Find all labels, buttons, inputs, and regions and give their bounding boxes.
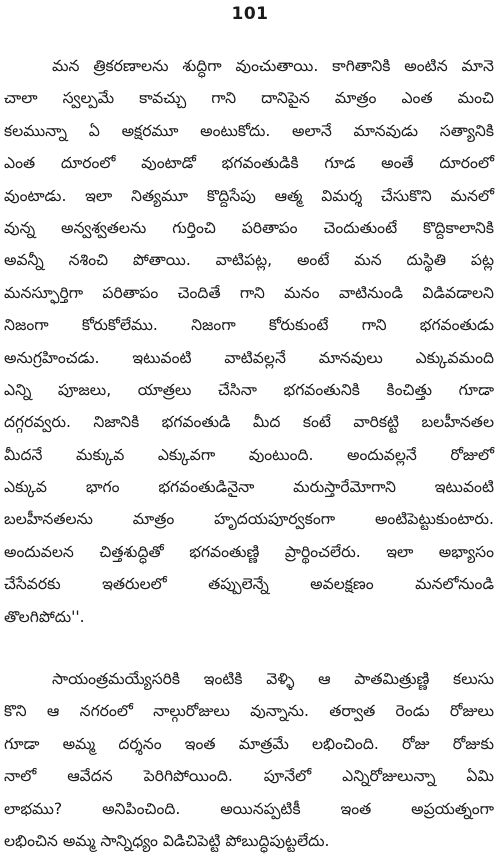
- text-line: ఎంత దూరంలో వుంటాడో భగవంతుడికి గూడ అంతే దూరంలో: [4, 154, 494, 173]
- text-line: సాయంత్రమయ్యేసరికి ఇంటికి వెళ్ళి ఆ పాతమిత్రుణ్ణి కలుసు: [52, 670, 494, 689]
- body-text: [0, 50, 500, 857]
- text-line: తొలగిపోదు''.: [4, 607, 85, 626]
- text-line: ఎక్కువ భాగం భగవంతుడినైనా మరుస్తారేమోగాని ఇటువంటి: [4, 478, 494, 497]
- text-line: కొని ఆ నగరంలో నాల్గురోజులు వున్నాను. తర్వాత రెండు రోజులు: [4, 702, 494, 721]
- text-line: వుంటాడు. ఇలా నిత్యమూ కొద్దిసేపు ఆత్మ విమర్శ చేసుకొని మనలో: [4, 186, 494, 205]
- text-line: మన త్రికరణాలను శుద్ధిగా వుంచుతాయి. కాగితానికి అంటిన మానె: [52, 57, 494, 75]
- text-line: అవన్నీ నశించి పోతాయి. వాటిపట్ల, అంటే మన దుస్థితి పట్ల: [4, 251, 494, 270]
- text-line: మీదనే మక్కువ ఎక్కువగా వుంటుంది. అందువల్లనే రోజులో: [4, 445, 494, 464]
- text-line: లభించిన అమ్మ సాన్నిధ్యం విడిచిపెట్టి పోబుద్ధిపుట్టలేదు.: [4, 831, 330, 850]
- text-line: మనస్ఫూర్తిగా పరితాపం చెందితే గాని మనం వాటినుండి విడివడాలని: [4, 283, 494, 302]
- text-line: దగ్గరవ్వరు. నిజానికి భగవంతుడి మీద కంటే వారికట్టి బలహీనతల: [4, 413, 494, 432]
- text-line: నిజంగా కోరుకోలేము. నిజంగా కోరుకుంటే గాని భగవంతుడు: [4, 316, 494, 335]
- paragraph: [0, 50, 500, 633]
- text-line: అందువలన చిత్తశుద్ధితో భగవంతుణ్ణి ప్రార్థించలేరు. ఇలా అభ్యాసం: [4, 542, 494, 561]
- text-line: నాలో ఆవేదన పెరిగిపోయింది. పూనేలో ఎన్నిరోజులున్నా ఏమి: [4, 767, 494, 786]
- text-line: కలమున్నా ఏ అక్షరమూ అంటుకోదు. అలానే మానవుడు సత్యానికి: [4, 121, 494, 140]
- text-line: గూడా అమ్మ దర్శనం ఇంత మాత్రమే లభించింది. రోజు రోజుకు: [4, 734, 494, 753]
- text-line: చాలా స్వల్పమే కావచ్చు గాని దానిపైన మాత్రం ఎంత మంచి: [4, 89, 494, 108]
- text-line: వున్న అన్వశ్వతలను గుర్తించి పరితాపం చెందుతుంటే కొద్దికాలానికి: [4, 218, 494, 237]
- text-line: చేసేవరకు ఇతరులలో తప్పులెన్నే అవలక్షణం మనలోనుండి: [4, 575, 494, 594]
- text-line: లాభము? అనిపించింది. అయినప్పటికీ ఇంత అప్రయత్నంగా: [4, 799, 494, 818]
- page-number: 101: [231, 4, 269, 24]
- paragraph: [0, 663, 500, 857]
- text-line: బలహీనతలను మాత్రం హృదయపూర్వకంగా అంటిపెట్టుకుంటారు.: [4, 510, 494, 529]
- text-line: ఎన్ని పూజలు, యాత్రలు చేసినా భగవంతునికి కించిత్తు గూడా: [4, 380, 494, 399]
- text-line: అనుగ్రహించడు. ఇటువంటి వాటివల్లనే మానవులు ఎక్కువమంది: [4, 348, 494, 367]
